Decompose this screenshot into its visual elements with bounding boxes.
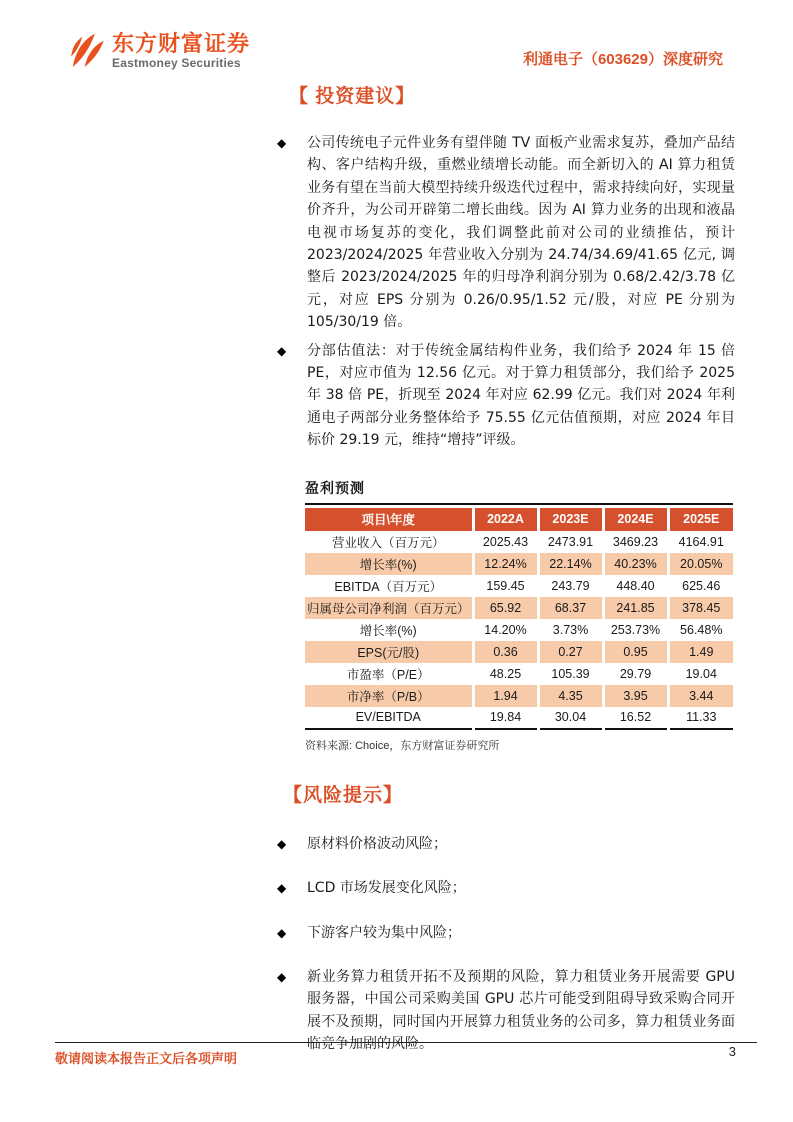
value-cell: 3.73% <box>538 619 603 641</box>
row-label-cell: EBITDA（百万元） <box>305 575 473 597</box>
value-cell: 30.04 <box>538 707 603 729</box>
row-label-cell: 增长率(%) <box>305 553 473 575</box>
bullet-text: 新业务算力租赁开拓不及预期的风险，算力租赁业务开展需要 GPU 服务器，中国公司采购美国 GPU 芯片可能受到阻碍导致采购合同开展不及预期，同时国内开展算力租赁业务的公司多，算力租赁业务面临竞争加剧的风险。 <box>307 968 735 1053</box>
row-label-cell: 归属母公司净利润（百万元） <box>305 597 473 619</box>
value-cell: 4.35 <box>538 685 603 707</box>
table-header-cell: 项目\年度 <box>305 508 473 531</box>
row-label-cell: 营业收入（百万元） <box>305 531 473 553</box>
value-cell: 0.36 <box>473 641 538 663</box>
investment-bullet-list <box>277 132 735 452</box>
diamond-bullet-icon: ◆ <box>277 925 287 940</box>
value-cell: 378.45 <box>668 597 733 619</box>
risk-bullet-list <box>277 833 735 1056</box>
value-cell: 3.95 <box>603 685 668 707</box>
row-label-cell: EV/EBITDA <box>305 707 473 729</box>
value-cell: 19.84 <box>473 707 538 729</box>
section-title-investment: 【 投资建议】 <box>289 86 416 107</box>
value-cell: 12.24% <box>473 553 538 575</box>
table-row <box>305 641 733 663</box>
value-cell: 159.45 <box>473 575 538 597</box>
bullet-text: 原材料价格波动风险； <box>307 835 447 852</box>
row-label-cell: EPS(元/股) <box>305 641 473 663</box>
value-cell: 20.05% <box>668 553 733 575</box>
value-cell: 3.44 <box>668 685 733 707</box>
table-row <box>305 619 733 641</box>
table-row <box>305 531 733 553</box>
row-label-cell: 增长率(%) <box>305 619 473 641</box>
value-cell: 56.48% <box>680 622 723 637</box>
logo-english-name: Eastmoney Securities <box>112 56 241 71</box>
value-cell: 0.27 <box>538 641 603 663</box>
profit-forecast-table <box>305 508 733 730</box>
bullet-text: 下游客户较为集中风险； <box>307 924 461 941</box>
value-cell: 2473.91 <box>538 531 603 553</box>
bullet-item <box>277 340 735 452</box>
eastmoney-flame-icon <box>68 30 106 72</box>
value-cell: 65.92 <box>473 597 538 619</box>
diamond-bullet-icon: ◆ <box>277 969 287 984</box>
value-cell: 22.14% <box>538 553 603 575</box>
value-cell: 29.79 <box>603 663 668 685</box>
value-cell: 2025.43 <box>473 531 538 553</box>
logo-chinese-name: 东方财富证券 <box>112 30 251 56</box>
value-cell: 40.23% <box>603 553 668 575</box>
bullet-item <box>277 877 735 899</box>
table-row <box>305 663 733 685</box>
table-title: 盈利预测 <box>305 478 733 505</box>
value-cell: 253.73% <box>603 619 668 641</box>
table-source: 资料来源: Choice，东方财富证券研究所 <box>305 739 500 752</box>
bullet-text: 分部估值法：对于传统金属结构件业务，我们给予 2024 年 15 倍 PE，对应市值为 12.56 亿元。对于算力租赁部分，我们给予 2025 年 38 倍 PE，折现至 2024 年对应 62.99 亿元。我们对 2024 年利通电子两部分业务整体给予 75.55 亿元估值预期，对应 2024 年目标价 29.19 元，维持“增持”评级。 <box>307 342 735 449</box>
value-cell: 105.39 <box>538 663 603 685</box>
bullet-item <box>277 833 735 855</box>
value-cell: 1.49 <box>668 641 733 663</box>
value-cell: 3469.23 <box>603 531 668 553</box>
table-row <box>305 707 733 729</box>
table-header-cell: 2025E <box>668 508 733 531</box>
content-column <box>277 84 735 1078</box>
table-row <box>305 575 733 597</box>
diamond-bullet-icon: ◆ <box>277 343 287 358</box>
value-cell: 241.85 <box>603 597 668 619</box>
value-cell: 243.79 <box>538 575 603 597</box>
diamond-bullet-icon: ◆ <box>277 881 287 896</box>
value-cell: 625.46 <box>682 578 721 593</box>
table-header-cell: 2022A <box>473 508 538 531</box>
profit-forecast-section <box>305 478 733 753</box>
table-row <box>305 597 733 619</box>
value-cell: 1.94 <box>473 685 538 707</box>
value-cell: 11.33 <box>686 710 717 725</box>
report-title: 利通电子（603629）深度研究 <box>522 51 723 68</box>
value-cell: 14.20% <box>473 619 538 641</box>
table-row <box>305 553 733 575</box>
value-cell: 4164.91 <box>678 534 724 549</box>
bullet-text: LCD 市场发展变化风险； <box>307 880 466 897</box>
value-cell: 16.52 <box>603 707 668 729</box>
table-header-cell: 2024E <box>603 508 668 531</box>
footer-divider <box>55 1042 757 1043</box>
bullet-item <box>277 922 735 944</box>
diamond-bullet-icon: ◆ <box>277 836 287 851</box>
bullet-item <box>277 132 735 334</box>
table-header-row <box>305 508 733 531</box>
value-cell: 68.37 <box>538 597 603 619</box>
bullet-text: 公司传统电子元件业务有望伴随 TV 面板产业需求复苏，叠加产品结构、客户结构升级，重燃业绩增长动能。而全新切入的 AI 算力租赁业务有望在当前大模型持续升级迭代过程中，需求持续向好，实现量价齐升，为公司开辟第二增长曲线。因为 AI 算力业务的出现和液晶电视市场复苏的变化，我们调整此前对公司的业绩推估，预计 2023/2024/2025 年营业收入分别为 24.74/34.69/41.65 亿元, 调整后 2023/2024/2025 年的归母净利润分别为 0.68/2.42/3.78 亿元，对应 EPS 分别为 0.26/0.95/1.52 元/股，对应 PE 分别为 105/30/19 倍。 <box>307 135 735 331</box>
value-cell: 448.40 <box>603 575 668 597</box>
value-cell: 48.25 <box>473 663 538 685</box>
brand-logo <box>68 30 250 72</box>
logo-text <box>112 32 250 70</box>
section-title-risk: 【风险提示】 <box>283 784 404 806</box>
table-header-cell: 2023E <box>538 508 603 531</box>
footer-disclaimer: 敬请阅读本报告正文后各项声明 <box>55 1051 238 1066</box>
diamond-bullet-icon: ◆ <box>277 136 287 150</box>
page-number: 3 <box>728 1044 736 1059</box>
row-label-cell: 市盈率（P/E） <box>305 663 473 685</box>
value-cell: 19.04 <box>685 666 717 681</box>
value-cell: 0.95 <box>603 641 668 663</box>
row-label-cell: 市净率（P/B） <box>305 685 473 707</box>
table-row <box>305 685 733 707</box>
